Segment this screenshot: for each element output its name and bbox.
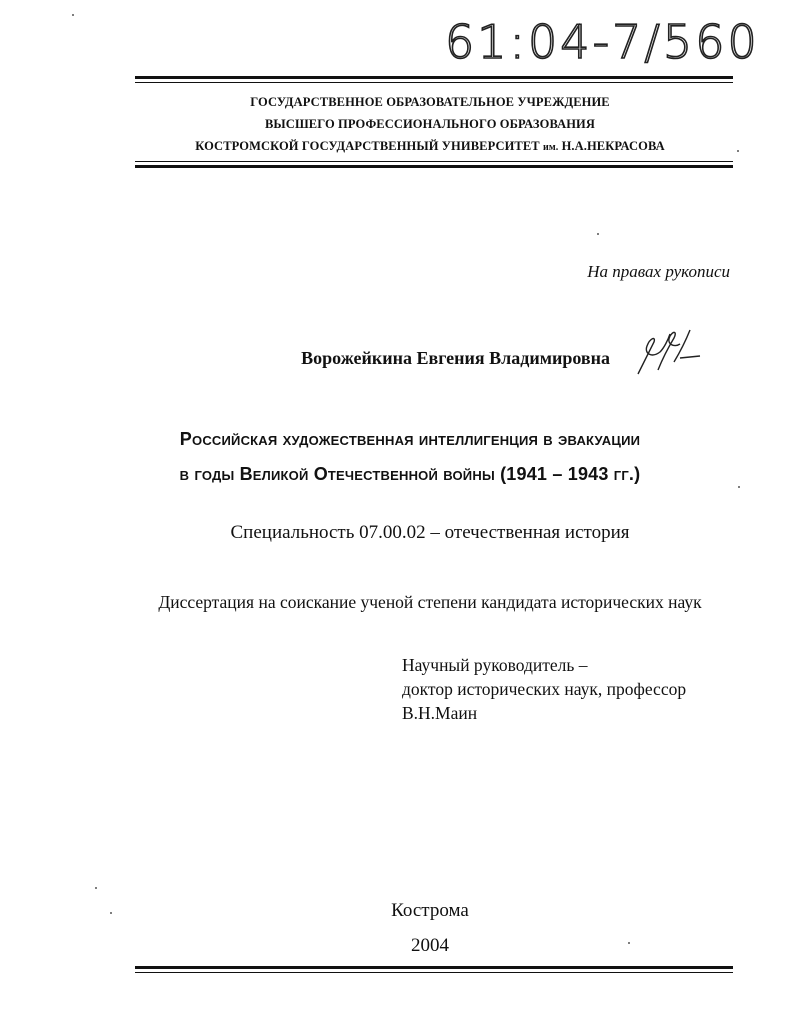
- manuscript-rights: На правах рукописи: [587, 262, 730, 281]
- header-rule-thin: [135, 161, 733, 162]
- institution-line-3: [120, 139, 740, 154]
- author-name: Ворожейкина Евгения Владимировна: [301, 348, 610, 368]
- handwritten-archive-number: [440, 10, 770, 70]
- specialty: Специальность 07.00.02 – отечественная история: [230, 522, 630, 543]
- scan-speck: [738, 486, 740, 488]
- top-rule-thick: [135, 76, 733, 79]
- header-rule-thick: [135, 165, 733, 168]
- institution-namesake: Н.А.НЕКРАСОВА: [561, 139, 665, 153]
- title-years-suffix: гг.): [613, 464, 641, 484]
- dissertation-title-line-1: Российская художественная интеллигенция в эвакуации: [179, 429, 641, 449]
- scan-speck: [95, 887, 97, 889]
- year: 2004: [411, 935, 449, 956]
- scan-speck: [628, 942, 630, 944]
- bottom-rule-thin: [135, 972, 733, 973]
- supervisor-label: Научный руководитель –: [402, 655, 588, 675]
- supervisor-degree: доктор исторических наук, профессор: [402, 679, 687, 699]
- scan-speck: [597, 233, 599, 235]
- institution-name: КОСТРОМСКОЙ ГОСУДАРСТВЕННЫЙ УНИВЕРСИТЕТ: [195, 139, 540, 153]
- institution-line-2: ВЫСШЕГО ПРОФЕССИОНАЛЬНОГО ОБРАЗОВАНИЯ: [265, 117, 595, 131]
- city: Кострома: [391, 900, 469, 921]
- scan-speck: [72, 14, 74, 16]
- dissertation-degree: Диссертация на соискание ученой степени кандидата исторических наук: [158, 592, 702, 612]
- supervisor-name: В.Н.Маин: [402, 703, 478, 723]
- bottom-rule-thick: [135, 966, 733, 969]
- institution-line-1: ГОСУДАРСТВЕННОЕ ОБРАЗОВАТЕЛЬНОЕ УЧРЕЖДЕНИЕ: [250, 95, 610, 109]
- title-war-name: в годы Великой Отечественной войны: [179, 464, 495, 484]
- institution-named-after: им.: [542, 142, 559, 153]
- scan-speck: [110, 912, 112, 914]
- author-signature: [630, 322, 705, 384]
- top-rule-thin: [135, 82, 733, 83]
- scan-speck: [737, 150, 739, 152]
- handwritten-archive-text: 61:04-7/560: [445, 15, 760, 69]
- dissertation-title-line-2: [80, 464, 740, 485]
- title-years: (1941 – 1943: [500, 464, 609, 484]
